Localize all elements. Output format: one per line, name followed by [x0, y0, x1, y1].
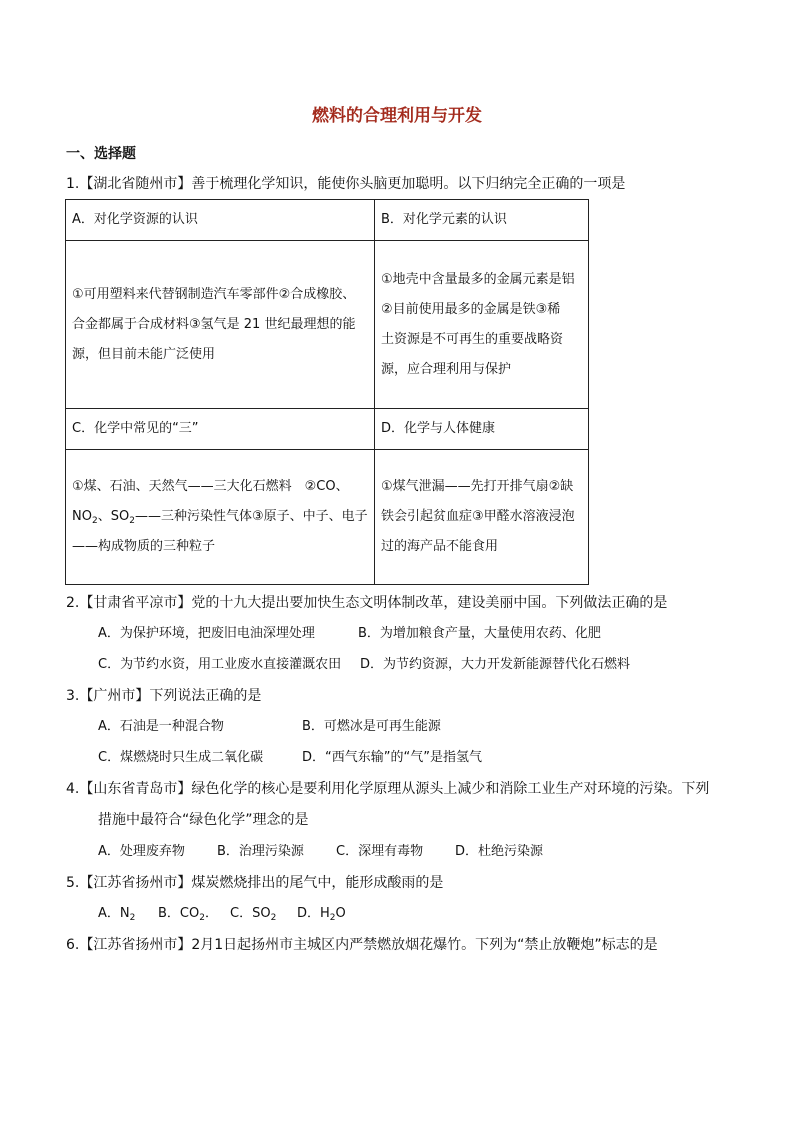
question-3-option-d: D．“西气东输”的“气”是指氢气: [302, 750, 482, 765]
question-3-option-a: A．石油是一种混合物: [98, 719, 224, 734]
question-1-stem: 1.【湖北省随州市】善于梳理化学知识，能使你头脑更加聪明。以下归纳完全正确的一项是: [66, 176, 626, 192]
section-heading: 一、选择题: [66, 146, 136, 162]
cell-a-body: ①可用塑料来代替钢制造汽车零部件②合成橡胶、合金都属于合成材料③氢气是 21 世纪最理想的能源，但目前未能广泛使用: [66, 241, 375, 409]
cell-d-head: D．化学与人体健康: [375, 409, 589, 450]
cell-c-head: C．化学中常见的“三”: [66, 409, 375, 450]
question-1-table: [65, 199, 589, 585]
cell-b-head: B．对化学元素的认识: [375, 200, 589, 241]
page-title: 燃料的合理利用与开发: [312, 106, 482, 126]
question-3-option-b: B．可燃冰是可再生能源: [302, 719, 441, 734]
question-4-option-d: D．杜绝污染源: [455, 844, 544, 859]
cell-a-head: A．对化学资源的认识: [66, 200, 375, 241]
question-2-option-b: B．为增加粮食产量，大量使用农药、化肥: [358, 626, 601, 641]
question-4-option-c: C．深埋有毒物: [336, 844, 424, 859]
question-4-stem-line-1: 4.【山东省青岛市】绿色化学的核心是要利用化学原理从源头上减少和消除工业生产对环境的污染。下列: [66, 781, 710, 797]
question-2-option-d: D．为节约资源，大力开发新能源替代化石燃料: [360, 657, 631, 672]
question-5-option-d: D．$H_2O$: [297, 906, 346, 923]
question-3-option-c: C．煤燃烧时只生成二氧化碳: [98, 750, 264, 765]
question-5-stem: 5.【江苏省扬州市】煤炭燃烧排出的尾气中，能形成酸雨的是: [66, 875, 444, 891]
question-5-option-c: C．$SO_2$: [230, 906, 277, 923]
question-6-stem: 6.【江苏省扬州市】2月1日起扬州市主城区内严禁燃放烟花爆竹。下列为“禁止放鞭炮”标志的是: [66, 937, 658, 953]
question-5-option-a: A．$N_2$: [98, 906, 136, 923]
question-3-stem: 3.【广州市】下列说法正确的是: [66, 688, 262, 704]
question-2-option-a: A．为保护环境，把废旧电油深埋处理: [98, 626, 315, 641]
question-4-option-b: B．治理污染源: [217, 844, 304, 859]
question-4-option-a: A．处理废弃物: [98, 844, 185, 859]
question-2-option-c: C．为节约水资，用工业废水直接灌溉农田: [98, 657, 342, 672]
cell-c-body: ①煤、石油、天然气——三大化石燃料 ②CO、$NO_2$、$SO_2——$三种污染性气体③原子、中子、电子——构成物质的三种粒子: [66, 450, 375, 585]
question-4-stem-line-2: 措施中最符合“绿色化学”理念的是: [98, 812, 309, 828]
cell-b-body: ①地壳中含量最多的金属元素是铝②目前使用最多的金属是铁③稀 土资源是不可再生的重要战略资源，应合理利用与保护: [375, 241, 589, 409]
question-2-stem: 2.【甘肃省平凉市】党的十九大提出要加快生态文明体制改革，建设美丽中国。下列做法正确的是: [66, 595, 668, 611]
cell-d-body: ①煤气泄漏——先打开排气扇②缺铁会引起贫血症③甲醛水溶液浸泡过的海产品不能食用: [375, 450, 589, 585]
question-5-option-b: B．$CO_2$．: [158, 906, 218, 923]
